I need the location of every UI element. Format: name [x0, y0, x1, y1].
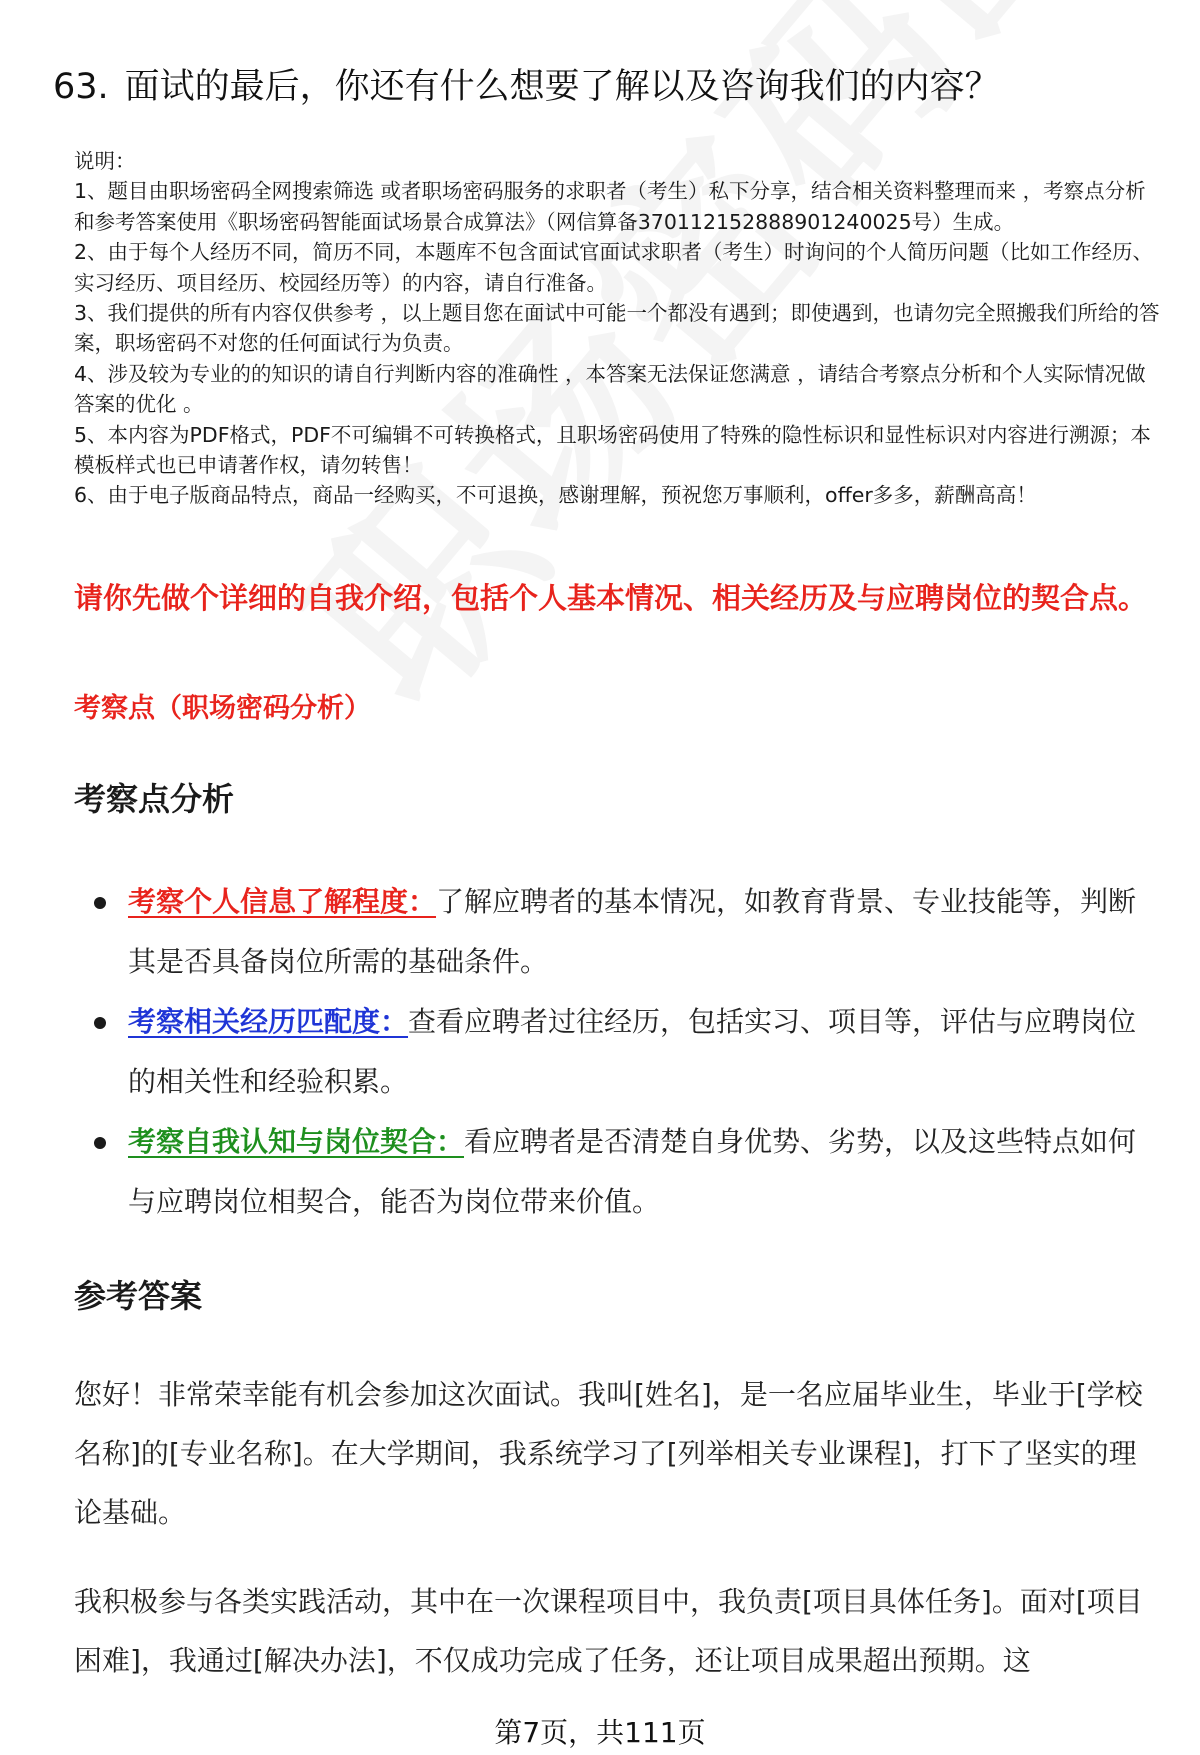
- analysis-list: [74, 872, 1164, 1232]
- page-number: 第7页，共111页: [494, 1716, 706, 1749]
- analysis-item-lead: 考察相关经历匹配度：: [128, 1005, 409, 1038]
- analysis-item: [74, 992, 1164, 1112]
- assessment-point-heading: 考察点（职场密码分析）: [74, 693, 371, 724]
- question-number: 63.: [53, 67, 109, 107]
- disclaimer-notes: [74, 146, 1164, 511]
- note-item: 3、我们提供的所有内容仅供参考 ，以上题目您在面试中可能一个都没有遇到；即使遇到，也请勿完全照搬我们所给的答案，职场密码不对您的任何面试行为负责。: [74, 301, 1160, 356]
- answer-paragraph: 我积极参与各类实践活动，其中在一次课程项目中，我负责[项目具体任务]。面对[项目困难]，我通过[解决办法]，不仅成功完成了任务，还让项目成果超出预期。这: [74, 1585, 1143, 1677]
- note-item: 2、由于每个人经历不同，简历不同，本题库不包含面试官面试求职者（考生）时询问的个人简历问题（比如工作经历、实习经历、项目经历、校园经历等）的内容，请自行准备。: [74, 240, 1154, 295]
- bullet-icon: [94, 1017, 106, 1029]
- note-item: 4、涉及较为专业的的知识的请自行判断内容的准确性 ，本答案无法保证您满意 ，请结合考察点分析和个人实际情况做答案的优化 。: [74, 361, 1146, 417]
- analysis-heading: 考察点分析: [74, 780, 235, 818]
- analysis-item-text: 查看应聘者过往经历，包括实习、项目等，评估与应聘岗位的相关性和经验积累。: [128, 1005, 1137, 1098]
- note-item: 6、由于电子版商品特点，商品一经购买，不可退换，感谢理解，预祝您万事顺利，offer多多，薪酬高高！: [74, 483, 1037, 508]
- interview-question: 请你先做个详细的自我介绍，包括个人基本情况、相关经历及与应聘岗位的契合点。: [74, 581, 1148, 615]
- answer-paragraph: 您好！非常荣幸能有机会参加这次面试。我叫[姓名]，是一名应届毕业生，毕业于[学校名称]的[专业名称]。在大学期间，我系统学习了[列举相关专业课程]，打下了坚实的理论基础。: [74, 1378, 1143, 1529]
- note-item: 1、题目由职场密码全网搜索筛选 或者职场密码服务的求职者（考生）私下分享，结合相关资料整理而来 ，考察点分析和参考答案使用《职场密码智能面试场景合成算法》（网信算备370112152888901240025号）生成。: [74, 179, 1146, 234]
- analysis-item: [74, 872, 1164, 992]
- question-text: 面试的最后，你还有什么想要了解以及咨询我们的内容？: [124, 67, 1000, 107]
- bullet-icon: [94, 1137, 106, 1149]
- analysis-item-text: 看应聘者是否清楚自身优势、劣势，以及这些特点如何与应聘岗位相契合，能否为岗位带来价值。: [128, 1125, 1137, 1218]
- analysis-item-lead: 考察个人信息了解程度：: [128, 885, 437, 918]
- notes-heading: 说明：: [74, 149, 136, 173]
- question-title: [53, 64, 1000, 110]
- note-item: 5、本内容为PDF格式，PDF不可编辑不可转换格式，且职场密码使用了特殊的隐性标识和显性标识对内容进行溯源；本模板样式也已申请著作权，请勿转售！: [74, 422, 1151, 478]
- analysis-item-text: 了解应聘者的基本情况，如教育背景、专业技能等，判断其是否具备岗位所需的基础条件。: [128, 885, 1137, 978]
- bullet-icon: [94, 897, 106, 909]
- answer-heading: 参考答案: [74, 1277, 203, 1315]
- analysis-item: [74, 1112, 1164, 1232]
- analysis-item-lead: 考察自我认知与岗位契合：: [128, 1125, 465, 1158]
